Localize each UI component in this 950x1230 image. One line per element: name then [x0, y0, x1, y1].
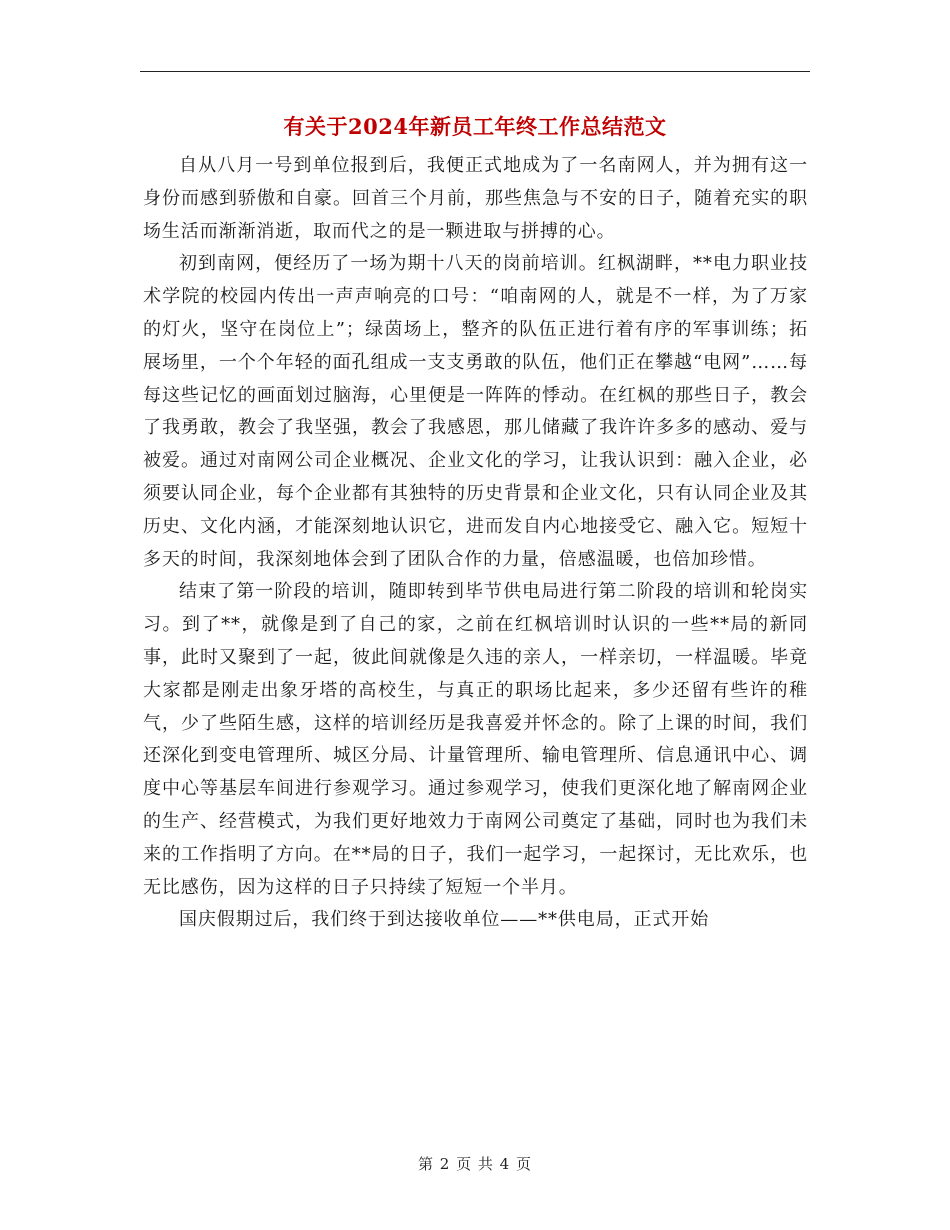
- body-paragraph-4: 国庆假期过后，我们终于到达接收单位——**供电局，正式开始: [179, 909, 710, 931]
- document-title: 有关于2024年新员工年终工作总结范文: [283, 114, 667, 139]
- body-paragraph-2: 初到南网，便经历了一场为期十八天的岗前培训。红枫湖畔，**电力职业技术学院的校园内传出一声声响亮的口号：“咱南网的人，就是不一样，为了万家的灯火，坚守在岗位上”；绿茵场上，整齐的队伍正进行着有序的军事训练；拓展场里，一个个年轻的面孔组成一支支勇敢的队伍，他们正在攀越“电网”……每每这些记忆的画面划过脑海，心里便是一阵阵的悸动。在红枫的那些日子，教会了我勇敢，教会了我坚强，教会了我感恩，那儿储藏了我许许多多的感动、爱与被爱。通过对南网公司企业概况、企业文化的学习，让我认识到：融入企业，必须要认同企业，每个企业都有其独特的历史背景和企业文化，只有认同企业及其历史、文化内涵，才能深刻地认识它，进而发自内心地接受它、融入它。短短十多天的时间，我深刻地体会到了团队合作的力量，倍感温暖，也倍加珍惜。: [143, 253, 808, 570]
- page-number: 第 2 页 共 4 页: [418, 1155, 532, 1173]
- body-paragraph-1: 自从八月一号到单位报到后，我便正式地成为了一名南网人，并为拥有这一身份而感到骄傲和自豪。回首三个月前，那些焦急与不安的日子，随着充实的职场生活而渐渐消逝，取而代之的是一颗进取与拼搏的心。: [143, 155, 808, 242]
- page-footer: [0, 1153, 950, 1174]
- document-body: [143, 150, 808, 937]
- body-paragraph-3: 结束了第一阶段的培训，随即转到毕节供电局进行第二阶段的培训和轮岗实习。到了**，就像是到了自己的家，之前在红枫培训时认识的一些**局的新同事，此时又聚到了一起，彼此间就像是久违的亲人，一样亲切，一样温暖。毕竟大家都是刚走出象牙塔的高校生，与真正的职场比起来，多少还留有些许的稚气，少了些陌生感，这样的培训经历是我喜爱并怀念的。除了上课的时间，我们还深化到变电管理所、城区分局、计量管理所、输电管理所、信息通讯中心、调度中心等基层车间进行参观学习。通过参观学习，使我们更深化地了解南网企业的生产、经营模式，为我们更好地效力于南网公司奠定了基础，同时也为我们未来的工作指明了方向。在**局的日子，我们一起学习，一起探讨，无比欢乐，也无比感伤，因为这样的日子只持续了短短一个半月。: [143, 581, 808, 898]
- header-rule: [140, 71, 810, 72]
